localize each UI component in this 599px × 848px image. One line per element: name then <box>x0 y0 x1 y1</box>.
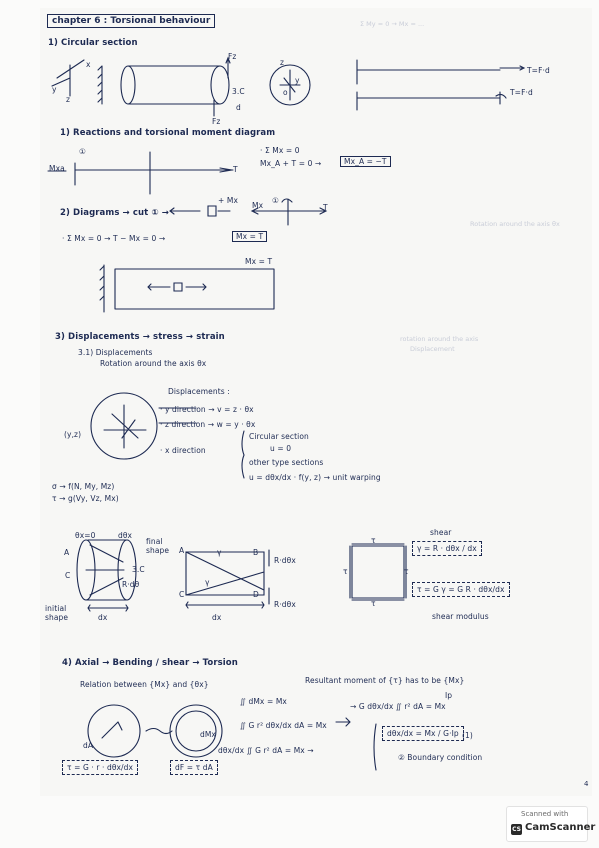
subsection-text: Rotation around the axis θx <box>100 359 207 368</box>
label: dMx <box>200 730 216 739</box>
equation: ∬ dMx = Mx <box>240 697 287 706</box>
torque-label: T=F·d <box>527 66 550 75</box>
torque-label: T=F·d <box>510 88 533 97</box>
subsection-heading: 3.1) Displacements <box>78 348 153 357</box>
point-label: B <box>253 548 259 557</box>
point-label: A <box>179 546 185 555</box>
section-heading: 1) Reactions and torsional moment diagram <box>60 128 276 138</box>
point-label: C <box>179 590 185 599</box>
shear-centre-label: 3.C <box>232 87 245 96</box>
equation: other type sections <box>249 458 324 467</box>
moment-label: Mx = T <box>245 257 273 266</box>
origin-label: o <box>283 88 288 97</box>
label: τ <box>343 567 348 576</box>
cylinder-sketch <box>128 66 220 104</box>
equation: Circular section <box>249 432 309 441</box>
boxed-result: Mx = T <box>232 231 267 242</box>
point-label: (y,z) <box>64 430 82 439</box>
equation: · Σ Mx = 0 <box>260 146 300 155</box>
label: final shape <box>146 537 170 555</box>
label: dx <box>212 613 222 622</box>
point-label: C <box>65 571 71 580</box>
camscanner-badge <box>506 806 596 842</box>
label: τ <box>404 567 409 576</box>
axes-sketch <box>52 60 84 96</box>
axis-label-x: x <box>86 60 91 69</box>
point-label: A <box>64 548 70 557</box>
equation: u = 0 <box>270 444 292 453</box>
section-heading: 4) Axial → Bending / shear → Torsion <box>62 658 238 668</box>
bleed-text: Rotation around the axis θx <box>470 220 560 228</box>
cut-marker: ① <box>272 196 279 205</box>
axis-label-y: y <box>52 85 57 94</box>
force-label: Fz <box>212 117 221 126</box>
boxed-result: τ = G · r · dθx/dx <box>62 760 138 775</box>
equation: ∬ G r² dθx/dx dA = Mx <box>240 721 327 730</box>
torque-label: T <box>233 165 238 174</box>
page-title: chapter 6 : Torsional behaviour <box>47 14 215 28</box>
d-label: d <box>236 103 241 112</box>
bleed-text: Displacement <box>410 345 455 353</box>
equation: → G dθx/dx ∬ r² dA = Mx <box>350 702 446 711</box>
label: θx=0 <box>75 531 96 540</box>
note-title: shear <box>430 528 452 537</box>
reaction-label: Mxa <box>49 164 65 173</box>
label: dA <box>83 741 94 750</box>
page-number: 4 <box>584 780 589 788</box>
label: γ <box>217 548 222 557</box>
shear-centre-label: 3.C <box>132 565 145 574</box>
scanner-caption: Scanned with <box>521 810 569 818</box>
equation: · x direction <box>160 446 206 455</box>
label: τ <box>371 599 376 608</box>
note: shear modulus <box>432 612 489 621</box>
section-heading: 2) Diagrams → cut ① → <box>60 208 169 218</box>
label: γ <box>205 578 210 587</box>
axis-label-z: z <box>280 58 285 67</box>
label: R·dθ <box>122 580 140 589</box>
camscanner-logo-icon: CS <box>512 826 521 833</box>
note-title: Displacements : <box>168 387 230 396</box>
label: R·dθx <box>274 556 296 565</box>
equation: · y direction → v = z · θx <box>160 405 254 414</box>
equation: σ → f(N, My, Mz) <box>52 482 115 491</box>
torque-label: T <box>323 203 328 212</box>
label: R·dθx <box>274 600 296 609</box>
equation: · Σ Mx = 0 → T − Mx = 0 → <box>62 234 166 243</box>
equation: u = dθx/dx · f(y, z) → unit warping <box>249 473 381 482</box>
note: ② Boundary condition <box>398 753 483 762</box>
section-heading: 3) Displacements → stress → strain <box>55 332 225 342</box>
equation-number: (1) <box>462 731 473 740</box>
section-heading: 1) Circular section <box>48 38 138 48</box>
boxed-result: Mx_A = −T <box>340 156 391 167</box>
axis-label-y: y <box>295 76 300 85</box>
scanner-brand: CamScanner <box>525 822 596 833</box>
axis-label-z: z <box>66 95 71 104</box>
equation: · z direction → w = y · θx <box>160 420 256 429</box>
moment-label: Mx <box>252 201 264 210</box>
boxed-result: dθx/dx = Mx / G·Ip <box>382 726 464 741</box>
point-label: D <box>253 590 259 599</box>
note: Relation between {Mx} and {θx} <box>80 680 209 689</box>
moment-label: + Mx <box>218 196 238 205</box>
label: Ip <box>445 691 453 700</box>
bleed-text: rotation around the axis <box>400 335 479 343</box>
force-label: Fz <box>228 52 237 61</box>
equation: Mx_A + T = 0 → <box>260 159 322 168</box>
label: dx <box>98 613 108 622</box>
label: τ <box>371 536 376 545</box>
equation: dθx/dx ∬ G r² dA = Mx → <box>218 746 314 755</box>
label: dθx <box>118 531 133 540</box>
boxed-result: τ = G γ = G R · dθx/dx <box>412 582 510 597</box>
equation: τ → g(Vy, Vz, Mx) <box>52 494 119 503</box>
boxed-result: γ = R · dθx / dx <box>412 541 482 556</box>
boxed-result: dF = τ dA <box>170 760 218 775</box>
wall-sketch <box>98 66 102 104</box>
cut-marker: ① <box>79 147 86 156</box>
label: initial shape <box>45 604 69 622</box>
bleed-text: Σ My = 0 → Mx = ... <box>360 20 425 28</box>
note: Resultant moment of {τ} has to be {Mx} <box>305 676 465 685</box>
